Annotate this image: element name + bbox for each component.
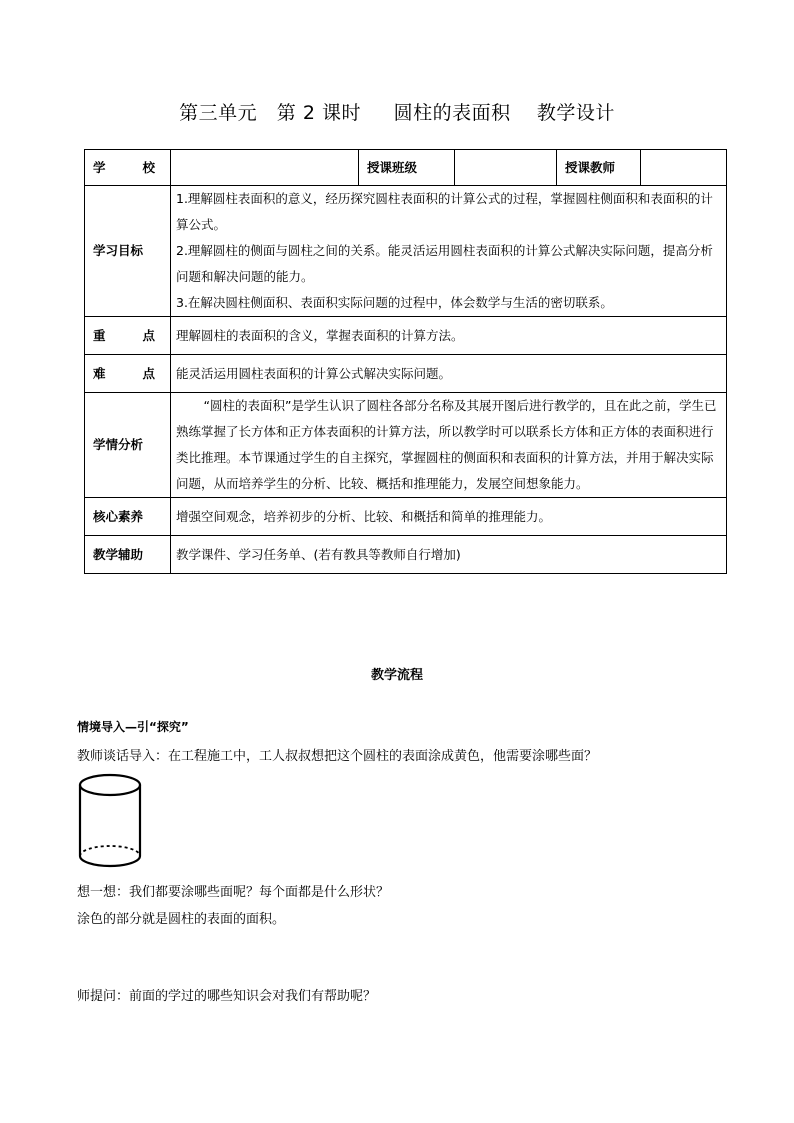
row-aids xyxy=(85,536,727,574)
literacy-label: 核心素养 xyxy=(85,498,171,536)
goal-item: 3.在解决圆柱侧面积、表面积实际问题的过程中，体会数学与生活的密切联系。 xyxy=(176,295,613,310)
aids-text: 教学课件、学习任务单、(若有教具等教师自行增加) xyxy=(171,536,727,574)
lesson-info-table xyxy=(84,149,727,574)
class-label: 授课班级 xyxy=(359,150,455,186)
analysis-text: “圆柱的表面积”是学生认识了圆柱各部分名称及其展开图后进行教学的，且在此之前，学生已熟练掌握了长方体和正方体表面积的计算方法，所以教学时可以联系长方体和正方体的表面积进行类比推理。本节课通过学生的自主探究，掌握圆柱的侧面积和表面积的计算方法，并用于解决实际问题，从而培养学生的分析、比较、概括和推理能力，发展空间想象能力。 xyxy=(176,398,717,491)
key-point-label: 重 点 xyxy=(85,317,171,355)
school-value xyxy=(171,150,359,186)
goals-label: 学习目标 xyxy=(85,186,171,317)
page-title: 第三单元 第 2 课时 圆柱的表面积 教学设计 xyxy=(179,102,615,124)
row-analysis xyxy=(85,393,727,498)
question-text: 师提问：前面的学过的哪些知识会对我们有帮助呢？ xyxy=(77,989,377,1004)
section-title: 教学流程 xyxy=(370,668,423,683)
literacy-text: 增强空间观念，培养初步的分析、比较、和概括和简单的推理能力。 xyxy=(171,498,727,536)
painted-text: 涂色的部分就是圆柱的表面的面积。 xyxy=(77,912,286,927)
row-difficulty xyxy=(85,355,727,393)
teacher-value xyxy=(641,150,727,186)
aids-label: 教学辅助 xyxy=(85,536,171,574)
goal-item: 2.理解圆柱的侧面与圆柱之间的关系。能灵活运用圆柱表面积的计算公式解决实际问题，提高分析问题和解决问题的能力。 xyxy=(176,243,713,284)
key-point-text: 理解圆柱的表面积的含义，掌握表面积的计算方法。 xyxy=(171,317,727,355)
think-text: 想一想：我们都要涂哪些面呢？每个面都是什么形状？ xyxy=(77,885,390,900)
row-literacy xyxy=(85,498,727,536)
intro-subheading: 情境导入—引“探究” xyxy=(77,720,189,734)
class-value xyxy=(455,150,557,186)
difficulty-text: 能灵活运用圆柱表面积的计算公式解决实际问题。 xyxy=(171,355,727,393)
goal-item: 1.理解圆柱表面积的意义，经历探究圆柱表面积的计算公式的过程，掌握圆柱侧面积和表面积的计算公式。 xyxy=(176,191,713,232)
row-school xyxy=(85,150,727,186)
goals-content xyxy=(171,186,727,317)
intro-text: 教师谈话导入：在工程施工中，工人叔叔想把这个圆柱的表面涂成黄色，他需要涂哪些面？ xyxy=(77,749,598,764)
analysis-content xyxy=(171,393,727,498)
school-label: 学 校 xyxy=(85,150,171,186)
row-goals xyxy=(85,186,727,317)
row-key-point xyxy=(85,317,727,355)
cylinder-figure xyxy=(77,772,143,872)
difficulty-label: 难 点 xyxy=(85,355,171,393)
analysis-label: 学情分析 xyxy=(85,393,171,498)
teacher-label: 授课教师 xyxy=(557,150,641,186)
